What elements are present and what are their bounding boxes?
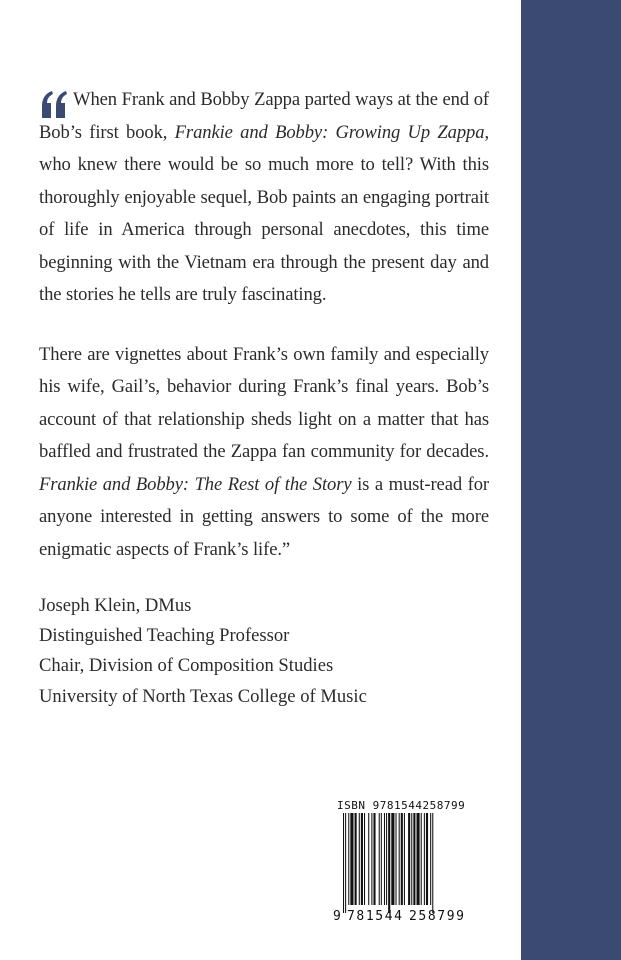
barcode-bar [348, 813, 349, 905]
barcode-digit-group-1: 781544 [347, 909, 404, 924]
isbn-label: ISBN 9781544258799 [337, 799, 466, 812]
barcode-bar [379, 813, 380, 905]
barcode-bar [384, 813, 385, 905]
blurb-paragraph-1 [39, 84, 489, 312]
barcode-digit-first: 9 [333, 909, 341, 924]
back-cover-text [39, 84, 489, 712]
barcode-digit-group-2: 258799 [409, 909, 466, 924]
isbn-barcode [333, 799, 470, 927]
barcode-bar [413, 813, 415, 905]
barcode-bar [381, 813, 382, 905]
barcode-bar [408, 813, 410, 905]
barcode-bar [355, 813, 357, 905]
book-title-growing-up-zappa: Frankie and Bobby: Growing Up Zappa [174, 121, 485, 143]
barcode-bar [399, 813, 400, 905]
barcode-bars [333, 813, 470, 913]
barcode-bar [404, 813, 405, 905]
endorser-institution: University of North Texas College of Music [39, 685, 367, 707]
barcode-bar [421, 813, 422, 905]
opening-quote-icon [39, 90, 69, 120]
barcode-bar [345, 813, 346, 913]
paragraph-1-text-a: When Frank and Bobby Zappa parted ways at the end of Bob’s first book, [39, 89, 489, 143]
barcode-bar [430, 813, 431, 905]
barcode-bar [426, 813, 428, 905]
barcode-bar [432, 813, 433, 913]
barcode-bar [364, 813, 365, 905]
spine-color-band [521, 0, 621, 960]
barcode-bar [359, 813, 360, 905]
paragraph-2-text-b: is a must-read for anyone interested in getting answers to some of the more enigmatic aspects of Frank’s life.” [39, 473, 490, 560]
barcode-bar [411, 813, 412, 905]
barcode-bar [417, 813, 420, 905]
barcode-bar [371, 813, 372, 905]
blurb-paragraph-2 [39, 339, 489, 567]
barcode-bar [388, 813, 390, 913]
barcode-bar [343, 813, 344, 913]
endorser-name: Joseph Klein, DMus [39, 595, 192, 616]
barcode-bar [361, 813, 363, 905]
barcode-bar [396, 813, 397, 905]
book-title-rest-of-the-story: Frankie and Bobby: The Rest of the Story [39, 473, 352, 495]
barcode-bar [424, 813, 425, 905]
barcode-bar [391, 813, 394, 905]
barcode-bar [401, 813, 403, 905]
endorser-signature [39, 591, 489, 712]
paragraph-1-text-b: , who knew there would be so much more to tell? With this thoroughly enjoyable sequel, Bob paints an engaging portrait of life in America through personal anecdotes, this time beginning with the Vietnam era through the present day and the stories he tells are truly fascinating. [39, 121, 489, 305]
barcode-bar [350, 813, 353, 905]
endorser-title: Distinguished Teaching Professor [39, 625, 290, 647]
barcode-bar [373, 813, 375, 905]
endorser-position: Chair, Division of Composition Studies [39, 655, 334, 677]
paragraph-2-text-a: There are vignettes about Frank’s own family and especially his wife, Gail’s, behavior during Frank’s final years. Bob’s account of that relationship sheds light on a matter that has baffled and frustrated the Zappa fan community for decades. [39, 343, 489, 462]
barcode-bar [386, 813, 387, 905]
barcode-bar [368, 813, 369, 905]
